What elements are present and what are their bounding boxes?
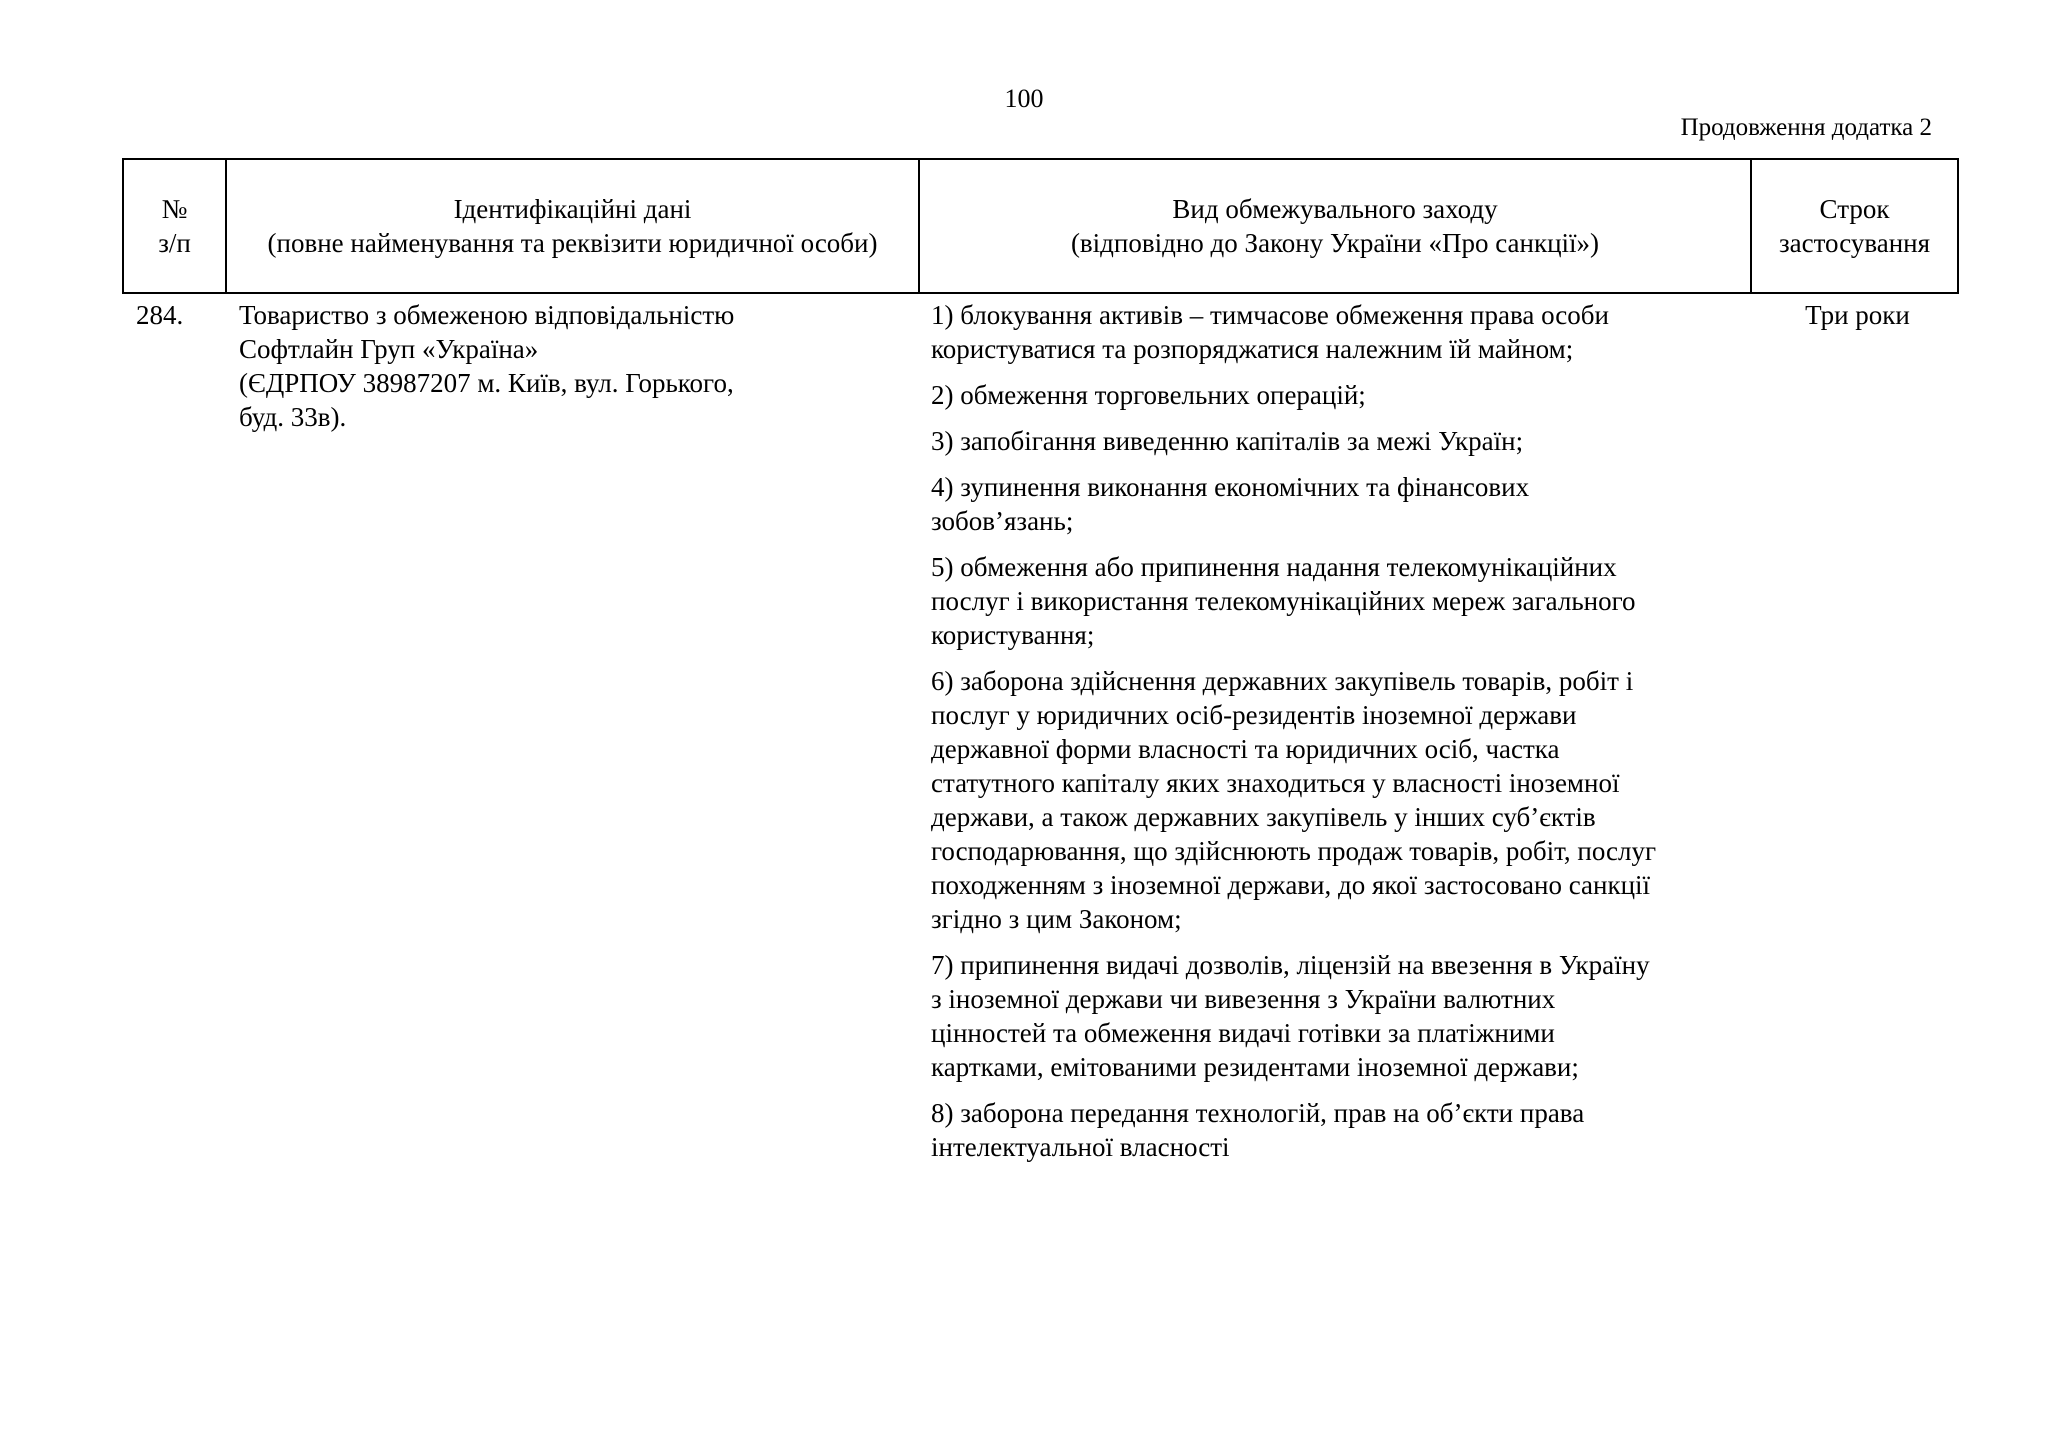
measure-line: походженням з іноземної держави, до якої застосовано санкції bbox=[931, 870, 1651, 900]
page-number: 100 bbox=[1004, 84, 1044, 113]
header-number-line2: з/п bbox=[158, 228, 191, 258]
measure-line: 6) заборона здійснення державних закупівель товарів, робіт і bbox=[931, 666, 1634, 696]
measure-item bbox=[931, 948, 1751, 1084]
header-measure-line2: (відповідно до Закону України «Про санкції») bbox=[1070, 228, 1600, 258]
continuation-note: Продовження додатка 2 bbox=[1680, 114, 1932, 141]
table-header bbox=[122, 158, 1959, 294]
header-number-line1: № bbox=[161, 194, 188, 224]
measure-item bbox=[931, 550, 1751, 652]
measure-item bbox=[931, 664, 1751, 936]
measure-line: користуватися та розпоряджатися належним їй майном; bbox=[931, 334, 1574, 364]
measure-line: послуг і використання телекомунікаційних мереж загального bbox=[931, 586, 1636, 616]
measure-line: статутного капіталу яких знаходиться у власності іноземної bbox=[931, 768, 1620, 798]
identification-line: (ЄДРПОУ 38987207 м. Київ, вул. Горького, bbox=[239, 368, 734, 398]
header-identification-line2: (повне найменування та реквізити юридичної особи) bbox=[267, 228, 878, 258]
measure-item bbox=[931, 470, 1751, 538]
header-number bbox=[124, 160, 227, 292]
header-term bbox=[1752, 160, 1957, 292]
row-identification bbox=[239, 298, 879, 434]
header-measure-line1: Вид обмежувального заходу bbox=[1172, 194, 1498, 224]
identification-line: Товариство з обмеженою відповідальністю bbox=[239, 300, 735, 330]
measure-line: з іноземної держави чи вивезення з України валютних bbox=[931, 984, 1556, 1014]
header-identification-line1: Ідентифікаційні дані bbox=[453, 194, 692, 224]
identification-line: Софтлайн Груп «Україна» bbox=[239, 334, 539, 364]
measure-line: зобов’язань; bbox=[931, 506, 1074, 536]
identification-line: буд. 33в). bbox=[239, 402, 347, 432]
measure-line: господарювання, що здійснюють продаж товарів, робіт, послуг bbox=[931, 836, 1657, 866]
measure-line: інтелектуальної власності bbox=[931, 1132, 1230, 1162]
header-term-line1: Строк bbox=[1819, 194, 1890, 224]
measure-line: 3) запобігання виведенню капіталів за межі Україн; bbox=[931, 426, 1524, 456]
measure-item bbox=[931, 1096, 1751, 1164]
measure-line: послуг у юридичних осіб-резидентів іноземної держави bbox=[931, 700, 1577, 730]
header-term-line2: застосування bbox=[1778, 228, 1931, 258]
measure-item bbox=[931, 298, 1751, 366]
measure-line: 4) зупинення виконання економічних та фінансових bbox=[931, 472, 1530, 502]
measure-line: державної форми власності та юридичних осіб, частка bbox=[931, 734, 1560, 764]
header-measure bbox=[920, 160, 1752, 292]
measure-line: 1) блокування активів – тимчасове обмеження права особи bbox=[931, 300, 1609, 330]
measure-line: користування; bbox=[931, 620, 1095, 650]
row-term: Три роки bbox=[1805, 300, 1910, 330]
measure-line: цінностей та обмеження видачі готівки за платіжними bbox=[931, 1018, 1555, 1048]
measure-line: 5) обмеження або припинення надання телекомунікаційних bbox=[931, 552, 1617, 582]
measure-line: 8) заборона передання технологій, прав на об’єкти права bbox=[931, 1098, 1585, 1128]
row-number: 284. bbox=[136, 300, 184, 330]
measure-line: згідно з цим Законом; bbox=[931, 904, 1182, 934]
measure-line: держави, а також державних закупівель у інших суб’єктів bbox=[931, 802, 1596, 832]
header-identification bbox=[227, 160, 920, 292]
measure-line: картками, емітованими резидентами іноземної держави; bbox=[931, 1052, 1579, 1082]
measure-item bbox=[931, 424, 1751, 458]
measure-line: 2) обмеження торговельних операцій; bbox=[931, 380, 1366, 410]
measure-item bbox=[931, 378, 1751, 412]
row-measures bbox=[931, 298, 1751, 1176]
measure-line: 7) припинення видачі дозволів, ліцензій на ввезення в Україну bbox=[931, 950, 1650, 980]
